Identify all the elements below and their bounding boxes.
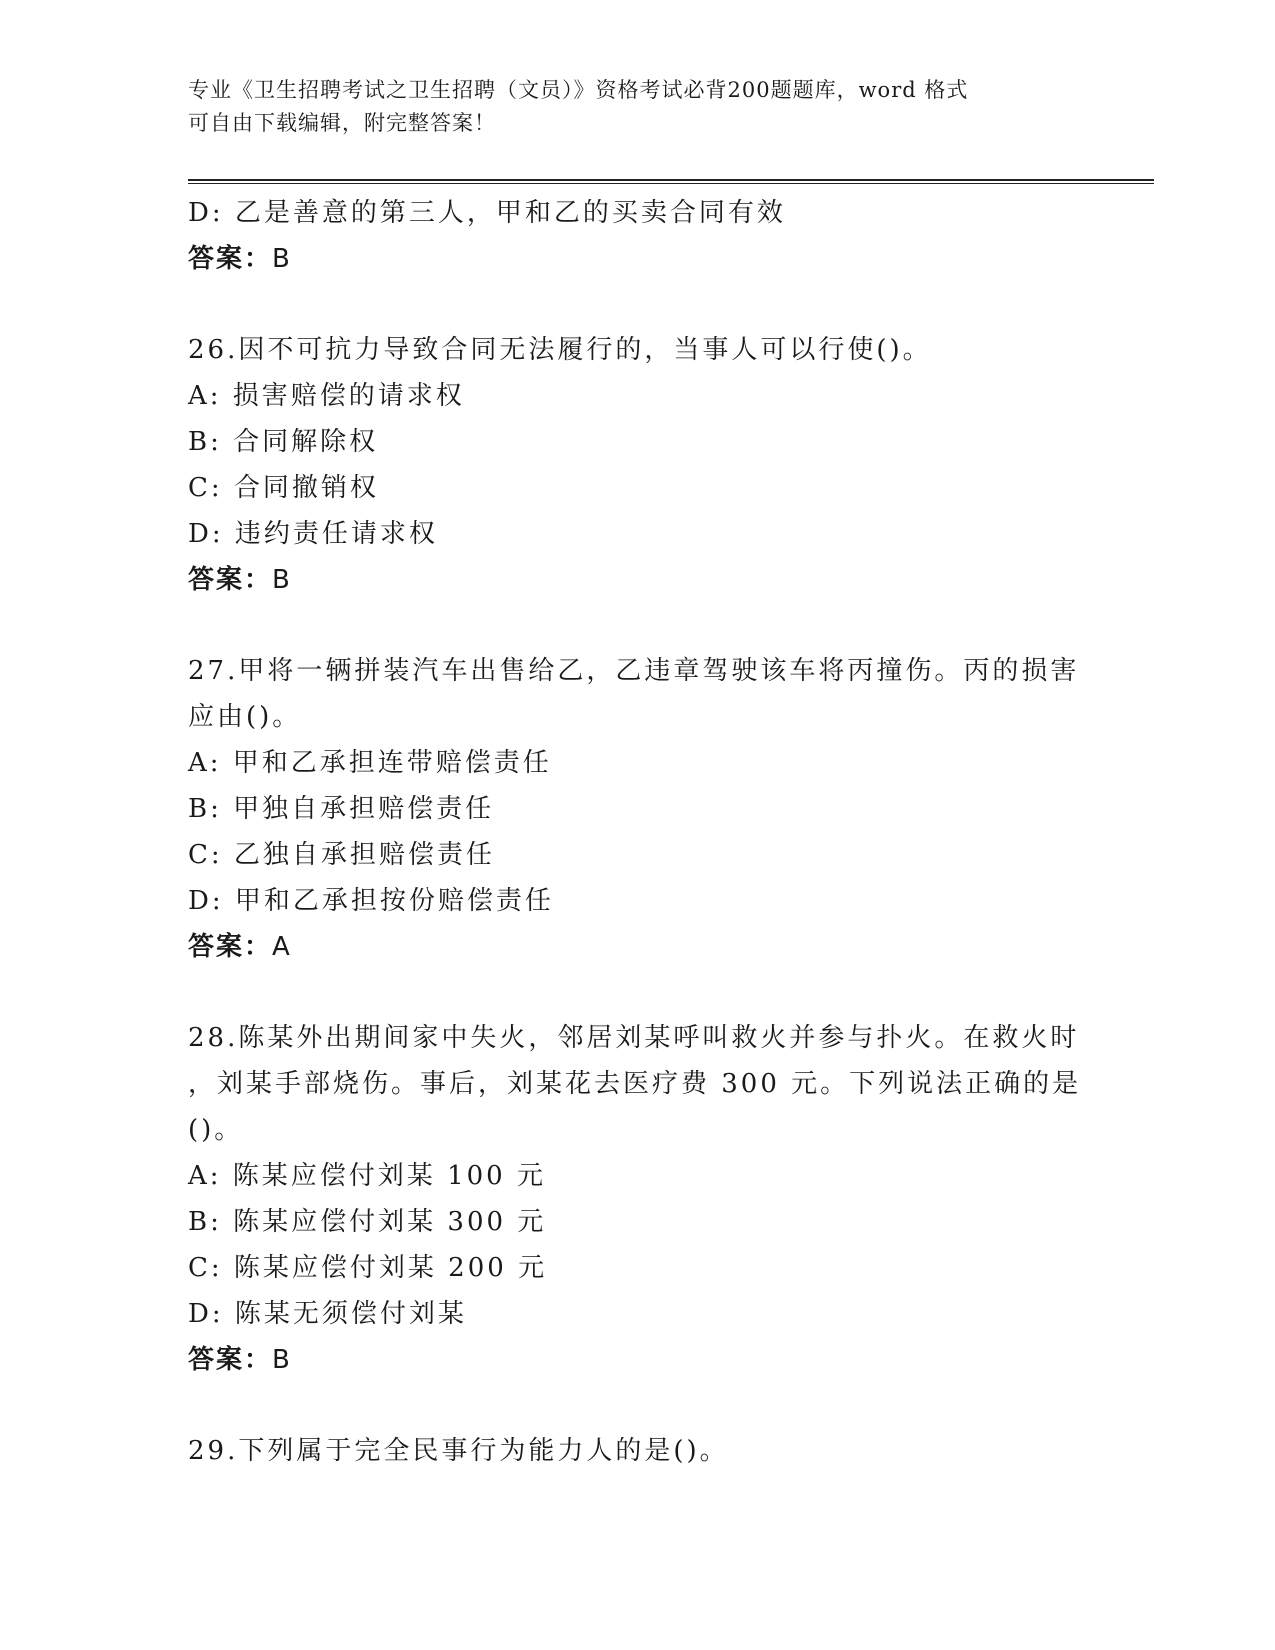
option-d: D: 甲和乙承担按份赔偿责任 bbox=[188, 886, 554, 916]
question-27 bbox=[188, 648, 1088, 970]
header-title-line-2: 可自由下载编辑，附完整答案！ bbox=[188, 111, 496, 135]
answer-value: A bbox=[272, 932, 292, 962]
prev-question-option-d: D: 乙是善意的第三人，甲和乙的买卖合同有效 bbox=[188, 198, 786, 228]
spacer bbox=[188, 603, 1088, 648]
header-title-line-1: 专业《卫生招聘考试之卫生招聘（文员）》资格考试必背200题题库，word 格式 bbox=[188, 78, 969, 102]
question-content bbox=[188, 190, 1088, 1474]
option-a: A: 甲和乙承担连带赔偿责任 bbox=[188, 748, 552, 778]
spacer bbox=[188, 970, 1088, 1015]
question-stem-line-3: ()。 bbox=[188, 1115, 244, 1145]
option-c: C: 合同撤销权 bbox=[188, 473, 379, 503]
question-stem-line-2: ，刘某手部烧伤。事后，刘某花去医疗费 300 元。下列说法正确的是 bbox=[188, 1069, 1082, 1099]
option-a: A: 损害赔偿的请求权 bbox=[188, 381, 465, 411]
answer bbox=[188, 1337, 1088, 1383]
answer-value: B bbox=[272, 244, 292, 274]
question-stem-line-1: 28.陈某外出期间家中失火，邻居刘某呼叫救火并参与扑火。在救火时 bbox=[188, 1023, 1080, 1053]
answer-label: 答案： bbox=[188, 1345, 273, 1375]
document-header bbox=[188, 74, 1088, 140]
answer-label: 答案： bbox=[188, 932, 273, 962]
question-29 bbox=[188, 1428, 1088, 1474]
answer-label: 答案： bbox=[188, 244, 273, 274]
question-stem-line-2: 应由()。 bbox=[188, 702, 302, 732]
question-stem: 26.因不可抗力导致合同无法履行的，当事人可以行使()。 bbox=[188, 335, 932, 365]
question-26 bbox=[188, 327, 1088, 603]
answer-label: 答案： bbox=[188, 565, 273, 595]
option-c: C: 乙独自承担赔偿责任 bbox=[188, 840, 495, 870]
option-b: B: 陈某应偿付刘某 300 元 bbox=[188, 1207, 547, 1237]
answer bbox=[188, 557, 1088, 603]
spacer bbox=[188, 282, 1088, 327]
option-d: D: 陈某无须偿付刘某 bbox=[188, 1299, 467, 1329]
question-28 bbox=[188, 1015, 1088, 1383]
question-stem-line-1: 27.甲将一辆拼装汽车出售给乙，乙违章驾驶该车将丙撞伤。丙的损害 bbox=[188, 656, 1080, 686]
option-b: B: 甲独自承担赔偿责任 bbox=[188, 794, 495, 824]
question-stem: 29.下列属于完全民事行为能力人的是()。 bbox=[188, 1436, 729, 1466]
option-a: A: 陈某应偿付刘某 100 元 bbox=[188, 1161, 546, 1191]
header-divider bbox=[188, 179, 1154, 184]
spacer bbox=[188, 1383, 1088, 1428]
prev-question-answer bbox=[188, 236, 1088, 282]
option-c: C: 陈某应偿付刘某 200 元 bbox=[188, 1253, 548, 1283]
answer-value: B bbox=[272, 565, 292, 595]
answer-value: B bbox=[272, 1345, 292, 1375]
option-b: B: 合同解除权 bbox=[188, 427, 379, 457]
answer bbox=[188, 924, 1088, 970]
option-d: D: 违约责任请求权 bbox=[188, 519, 438, 549]
